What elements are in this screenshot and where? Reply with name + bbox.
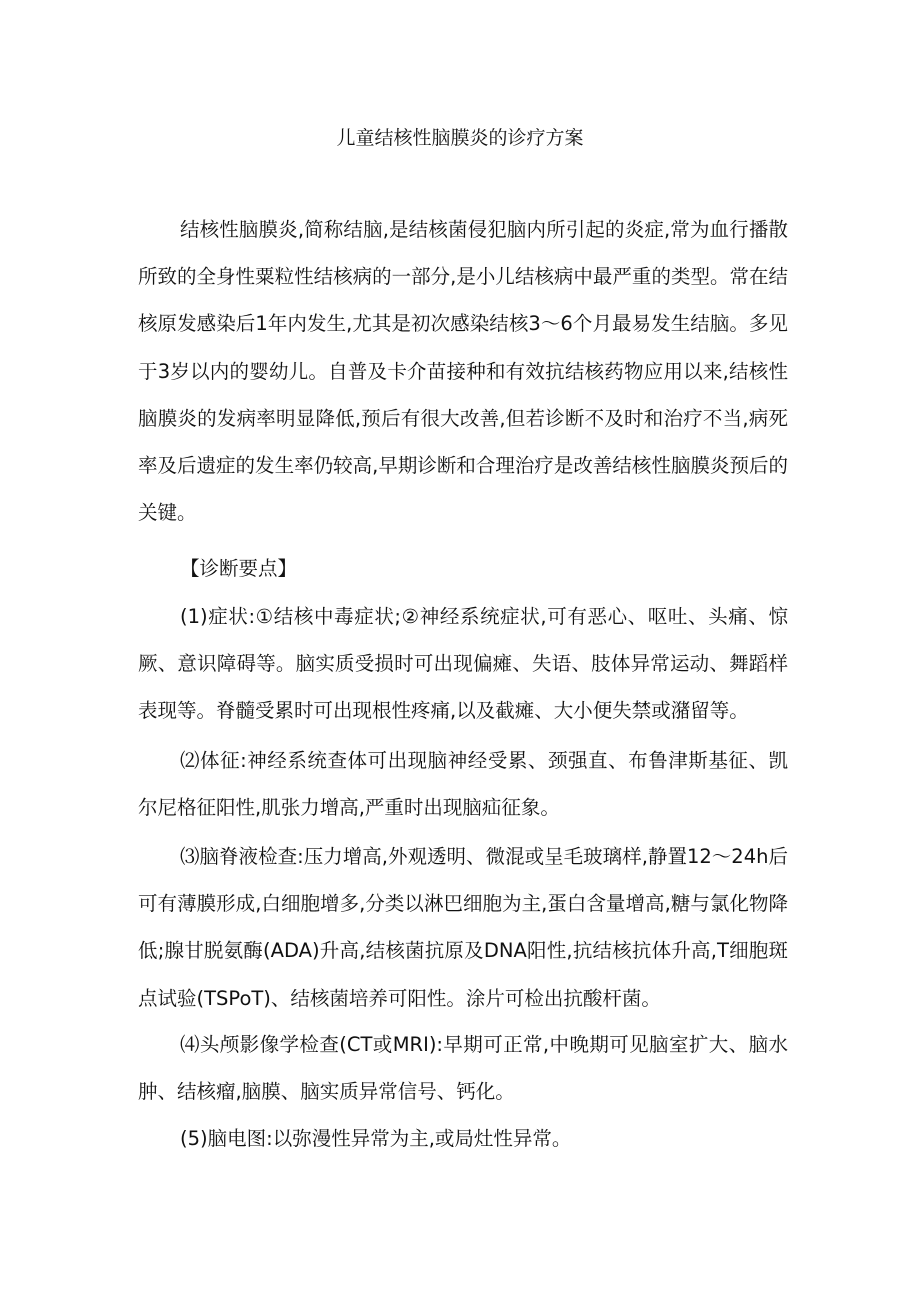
signs-paragraph: ⑵体征:神经系统查体可出现脑神经受累、颈强直、布鲁津斯基征、凯尔尼格征阳性,肌张力增高,严重时出现脑疝征象。 (138, 749, 788, 820)
section-heading-diagnosis: 【诊断要点】 (180, 557, 298, 580)
document-title: 儿童结核性脑膜炎的诊疗方案 (336, 127, 584, 149)
eeg-paragraph: (5)脑电图:以弥漫性异常为主,或局灶性异常。 (180, 1127, 572, 1150)
imaging-paragraph: ⑷头颅影像学检查(CT或MRI):早期可正常,中晚期可见脑室扩大、脑水肿、结核瘤,脑膜、脑实质异常信号、钙化。 (138, 1033, 788, 1104)
intro-paragraph: 结核性脑膜炎,简称结脑,是结核菌侵犯脑内所引起的炎症,常为血行播散所致的全身性粟粒性结核病的一部分,是小儿结核病中最严重的类型。常在结核原发感染后1年内发生,尤其是初次感染结核3～6个月最易发生结脑。多见于3岁以内的婴幼儿。自普及卡介苗接种和有效抗结核药物应用以来,结核性脑膜炎的发病率明显降低,预后有很大改善,但若诊断不及时和治疗不当,病死率及后遗症的发生率仍较高,早期诊断和合理治疗是改善结核性脑膜炎预后的关键。 (138, 218, 788, 525)
csf-exam-paragraph: ⑶脑脊液检查:压力增高,外观透明、微混或呈毛玻璃样,静置12～24h后可有薄膜形成,白细胞增多,分类以淋巴细胞为主,蛋白含量增高,糖与氯化物降低;腺甘脱氨酶(ADA)升高,结核菌抗原及DNA阳性,抗结核抗体升高,T细胞斑点试验(TSPoT)、结核菌培养可阳性。涂片可检出抗酸杆菌。 (138, 845, 788, 1010)
symptoms-paragraph: (1)症状:①结核中毒症状;②神经系统症状,可有恶心、呕吐、头痛、惊厥、意识障碍等。脑实质受损时可出现偏瘫、失语、肢体异常运动、舞蹈样表现等。脊髓受累时可出现根性疼痛,以及截瘫、大小便失禁或潴留等。 (138, 605, 788, 723)
